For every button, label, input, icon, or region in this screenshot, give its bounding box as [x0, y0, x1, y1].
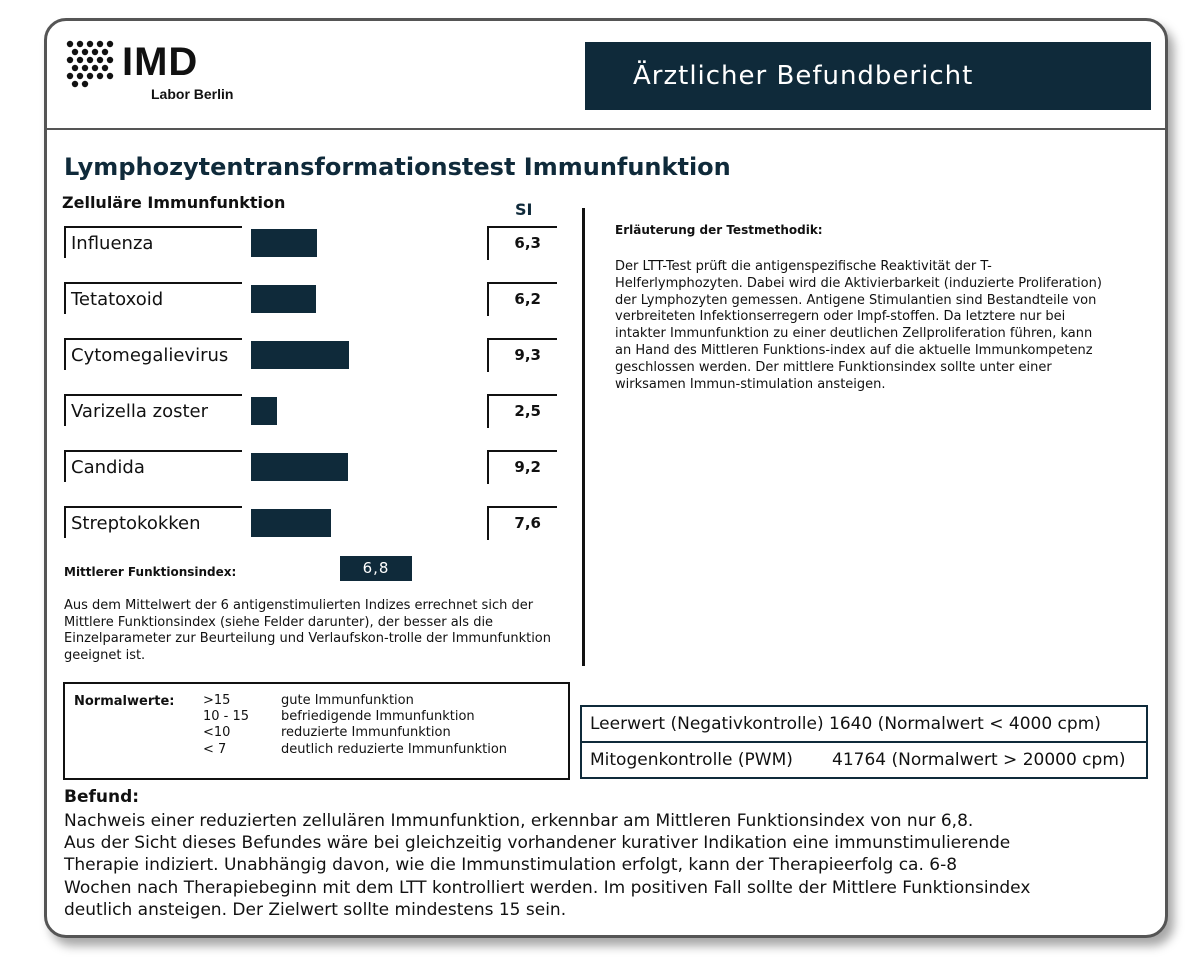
chart-row — [64, 394, 564, 428]
category-label: Varizella zoster — [64, 394, 242, 426]
explanation-title: Erläuterung der Testmethodik: — [615, 223, 823, 237]
normal-value-row — [203, 725, 507, 741]
category-label: Cytomegalievirus — [64, 338, 242, 370]
si-value: 7,6 — [487, 506, 557, 540]
befund-line: Therapie indiziert. Unabhängig davon, wie die Immunstimulation erfolgt, kann der Therapieerfolg ca. 6-8 — [64, 855, 958, 876]
normal-value-row — [203, 709, 507, 725]
befund-title: Befund: — [64, 787, 140, 807]
negative-control-value: 1640 (Normalwert < 4000 cpm) — [829, 714, 1101, 734]
si-bar — [251, 341, 349, 369]
normal-value-row — [203, 742, 507, 758]
normal-values-label: Normalwerte: — [74, 694, 175, 709]
mfi-label: Mittlerer Funktionsindex: — [64, 565, 237, 579]
si-value: 6,2 — [487, 282, 557, 316]
mitogen-control-label: Mitogenkontrolle (PWM) — [590, 750, 793, 770]
category-label: Streptokokken — [64, 506, 242, 538]
befund-body — [64, 810, 1144, 921]
normal-range: < 7 — [203, 741, 227, 757]
normal-range: >15 — [203, 693, 231, 708]
normal-desc: reduzierte Immunfunktion — [281, 725, 451, 741]
logo-subtitle: Labor Berlin — [151, 86, 234, 102]
logo-text: IMD — [122, 40, 199, 84]
mfi-description: Aus dem Mittelwert der 6 antigenstimulierten Indizes errechnet sich der Mittlere Funktionsindex (siehe Felder darunter), der besser als die Einzelparameter zur Beurteilung und Verlaufskon-trolle der Immunfunktion geeignet ist. — [64, 598, 552, 663]
normal-value-row — [203, 693, 507, 709]
normal-range: <10 — [203, 725, 231, 741]
mfi-value: 6,8 — [340, 556, 412, 581]
befund-line: Aus der Sicht dieses Befundes wäre bei gleichzeitig vorhandener kurativer Indikation eine immunstimulierende — [64, 833, 1011, 854]
si-column-header: SI — [515, 200, 533, 219]
chart-row — [64, 282, 564, 316]
si-bar — [251, 285, 316, 313]
negative-control-row — [582, 707, 1146, 743]
chart-row — [64, 450, 564, 484]
si-value: 9,3 — [487, 338, 557, 372]
normal-desc: gute Immunfunktion — [281, 693, 414, 708]
subsection-title: Zelluläre Immunfunktion — [62, 193, 286, 212]
normal-values-box — [63, 682, 570, 780]
si-bar — [251, 509, 331, 537]
befund-line: deutlich ansteigen. Der Zielwert sollte mindestens 15 sein. — [64, 899, 567, 920]
chart-row — [64, 338, 564, 372]
chart-row — [64, 226, 564, 260]
normal-desc: befriedigende Immunfunktion — [281, 709, 475, 725]
si-bar — [251, 453, 348, 481]
si-bar — [251, 397, 277, 425]
si-value: 9,2 — [487, 450, 557, 484]
explanation-body: Der LTT-Test prüft die antigenspezifische Reaktivität der T-Helferlymphozyten. Dabei wird die Aktivierbarkeit (induzierte Proliferation) der Lymphozyten gemessen. Antigene Stimulantien sind Bestandteile von verbreiteten Infektionserregern oder Impf-stoffen. Da letztere nur bei intakter Immunfunktion zu einer deutlichen Zellproliferation führen, kann an Hand des Mittleren Funktions-index auf die aktuelle Immunkompetenz geschlossen werden. Der mittlere Funktionsindex sollte unter einer wirksamen Immun-stimulation ansteigen. — [615, 259, 1102, 392]
control-values-box — [580, 705, 1148, 779]
report-title: Ärztlicher Befundbericht — [585, 42, 1151, 110]
normal-desc: deutlich reduzierte Immunfunktion — [281, 741, 508, 757]
si-value: 2,5 — [487, 394, 557, 428]
vertical-divider — [582, 208, 585, 666]
befund-line: Nachweis einer reduzierten zellulären Immunfunktion, erkennbar am Mittleren Funktionsindex von nur 6,8. — [64, 811, 974, 831]
si-bar — [251, 229, 317, 257]
negative-control-label: Leerwert (Negativkontrolle) — [590, 714, 824, 734]
si-value: 6,3 — [487, 226, 557, 260]
normal-values-list — [203, 693, 507, 758]
normal-range: 10 - 15 — [203, 709, 250, 725]
befund-line: Wochen nach Therapiebeginn mit dem LTT kontrolliert werden. Im positiven Fall sollte der Mittlere Funktionsindex — [64, 877, 1031, 898]
category-label: Candida — [64, 450, 242, 482]
category-label: Influenza — [64, 226, 242, 258]
category-label: Tetatoxoid — [64, 282, 242, 314]
mitogen-control-value: 41764 (Normalwert > 20000 cpm) — [832, 750, 1126, 770]
header-divider — [44, 128, 1168, 130]
mitogen-control-row — [582, 743, 1146, 779]
chart-row — [64, 506, 564, 540]
section-title: Lymphozytentransformationstest Immunfunktion — [64, 153, 731, 181]
